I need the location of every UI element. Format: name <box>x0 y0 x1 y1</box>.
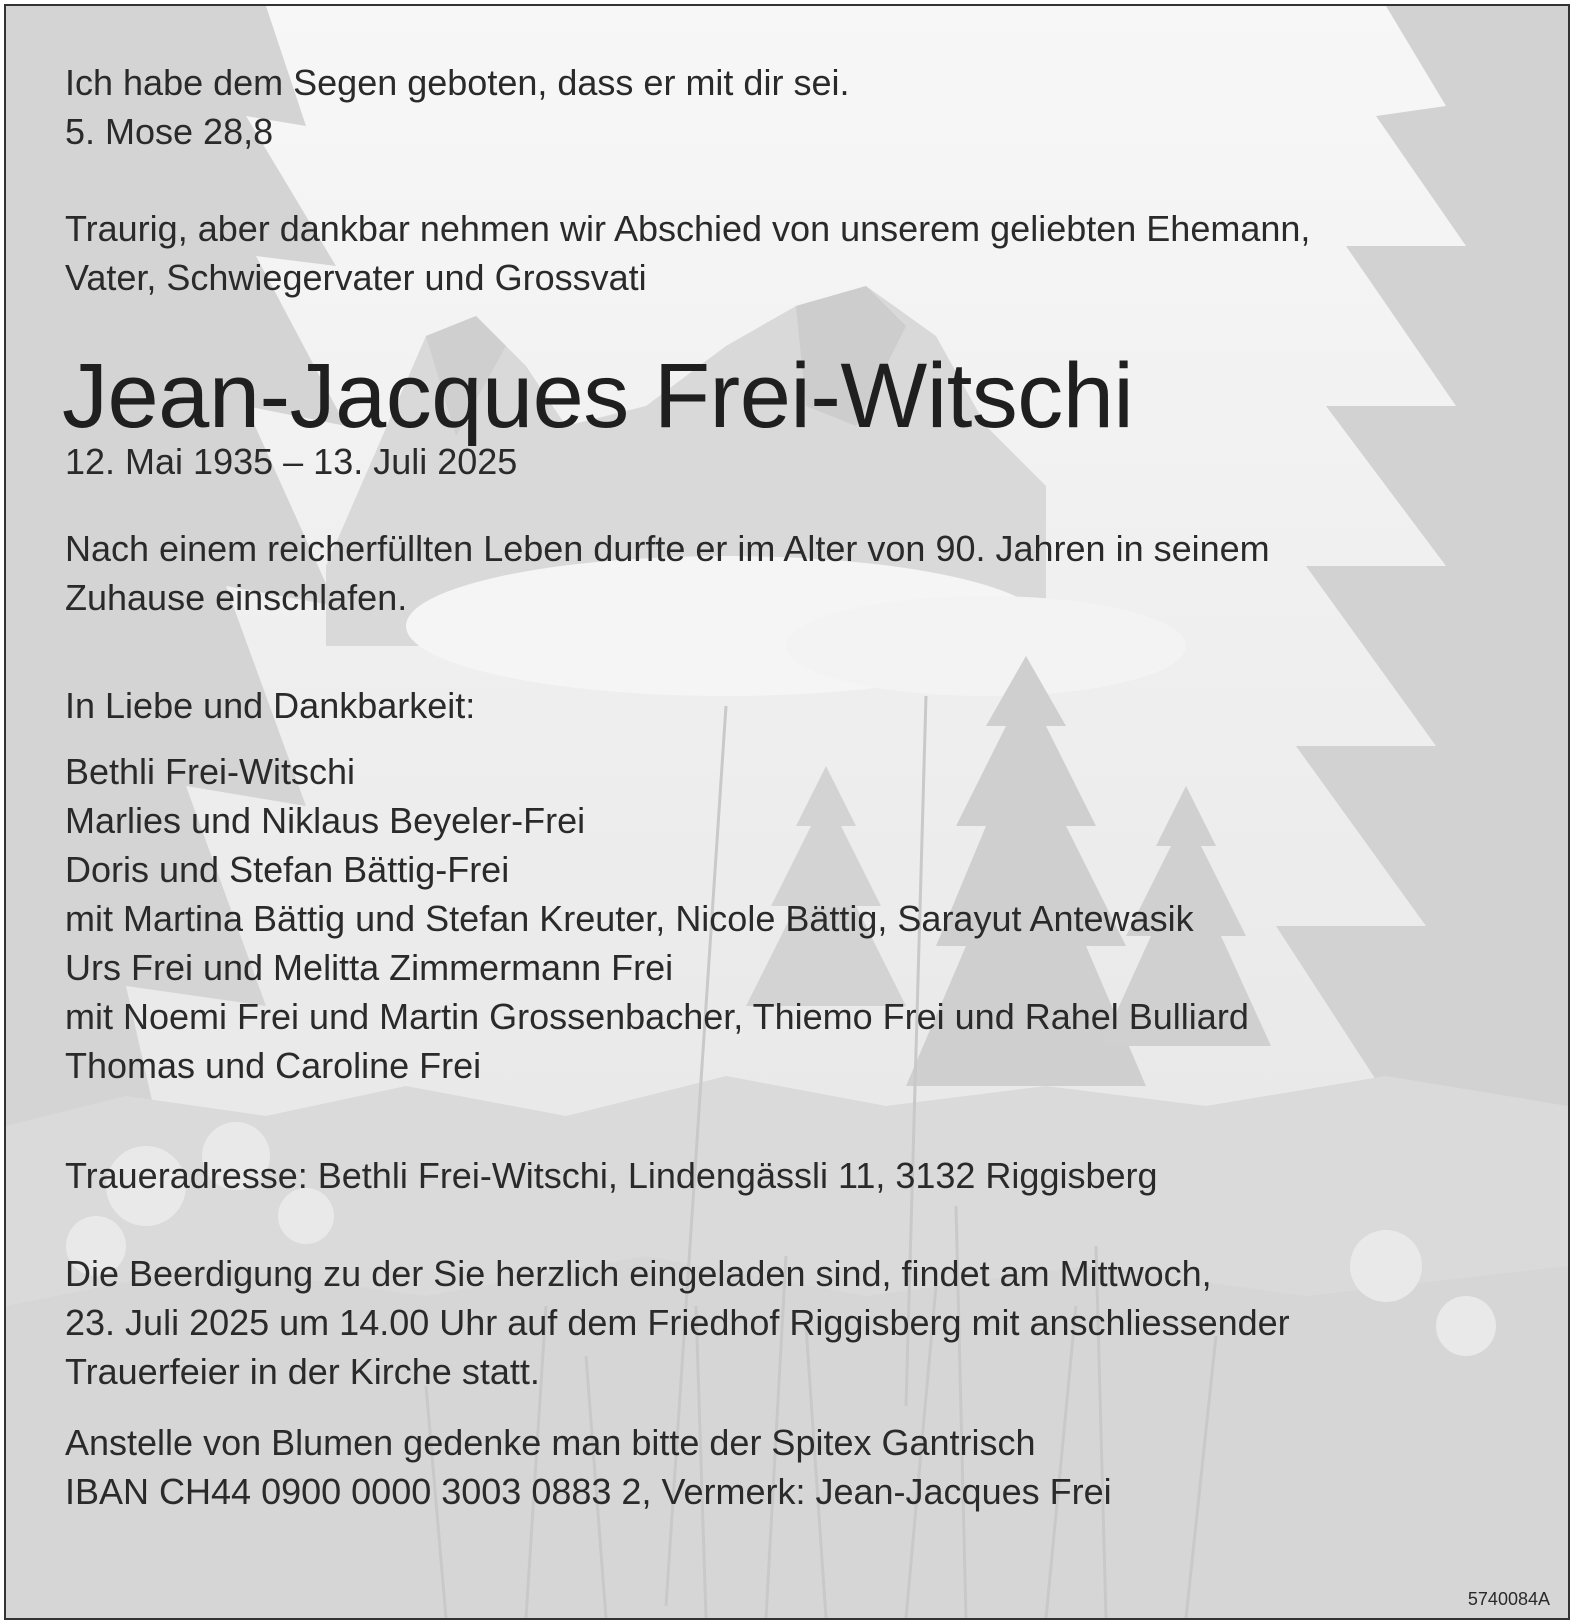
mourner-line: Bethli Frei-Witschi <box>65 751 356 792</box>
ad-reference-number: 5740084A <box>1467 1589 1550 1609</box>
bible-verse: Ich habe dem Segen geboten, dass er mit dir sei. <box>65 62 850 103</box>
funeral-text-line-3: Trauerfeier in der Kirche statt. <box>65 1351 540 1392</box>
mourner-line: mit Noemi Frei und Martin Grossenbacher, Thiemo Frei und Rahel Bulliard <box>65 996 1249 1037</box>
funeral-text-line-2: 23. Juli 2025 um 14.00 Uhr auf dem Friedhof Riggisberg mit anschliessender <box>65 1302 1290 1343</box>
mourner-line: Doris und Stefan Bättig-Frei <box>65 849 510 890</box>
donation-iban: IBAN CH44 0900 0000 3003 0883 2, Vermerk: Jean-Jacques Frei <box>65 1471 1112 1512</box>
life-dates: 12. Mai 1935 – 13. Juli 2025 <box>65 441 518 482</box>
life-text-line-2: Zuhause einschlafen. <box>65 577 408 618</box>
deceased-name: Jean-Jacques Frei-Witschi <box>62 345 1134 447</box>
mourners-heading: In Liebe und Dankbarkeit: <box>65 685 476 726</box>
mourner-line: Marlies und Niklaus Beyeler-Frei <box>65 800 586 841</box>
obituary-content <box>6 6 1568 1618</box>
donation-text-line-1: Anstelle von Blumen gedenke man bitte der Spitex Gantrisch <box>65 1422 1036 1463</box>
mourner-line: mit Martina Bättig und Stefan Kreuter, Nicole Bättig, Sarayut Antewasik <box>65 898 1194 939</box>
obituary-frame <box>4 4 1570 1620</box>
intro-text-line-2: Vater, Schwiegervater und Grossvati <box>65 257 647 298</box>
funeral-text-line-1: Die Beerdigung zu der Sie herzlich eingeladen sind, findet am Mittwoch, <box>65 1253 1212 1294</box>
mourning-address: Traueradresse: Bethli Frei-Witschi, Lindengässli 11, 3132 Riggisberg <box>65 1155 1158 1196</box>
life-text-line-1: Nach einem reicherfüllten Leben durfte er im Alter von 90. Jahren in seinem <box>65 528 1270 569</box>
mourner-line: Thomas und Caroline Frei <box>65 1045 482 1086</box>
intro-text-line-1: Traurig, aber dankbar nehmen wir Abschied von unserem geliebten Ehemann, <box>65 208 1311 249</box>
mourner-line: Urs Frei und Melitta Zimmermann Frei <box>65 947 674 988</box>
bible-verse-reference: 5. Mose 28,8 <box>65 111 274 152</box>
